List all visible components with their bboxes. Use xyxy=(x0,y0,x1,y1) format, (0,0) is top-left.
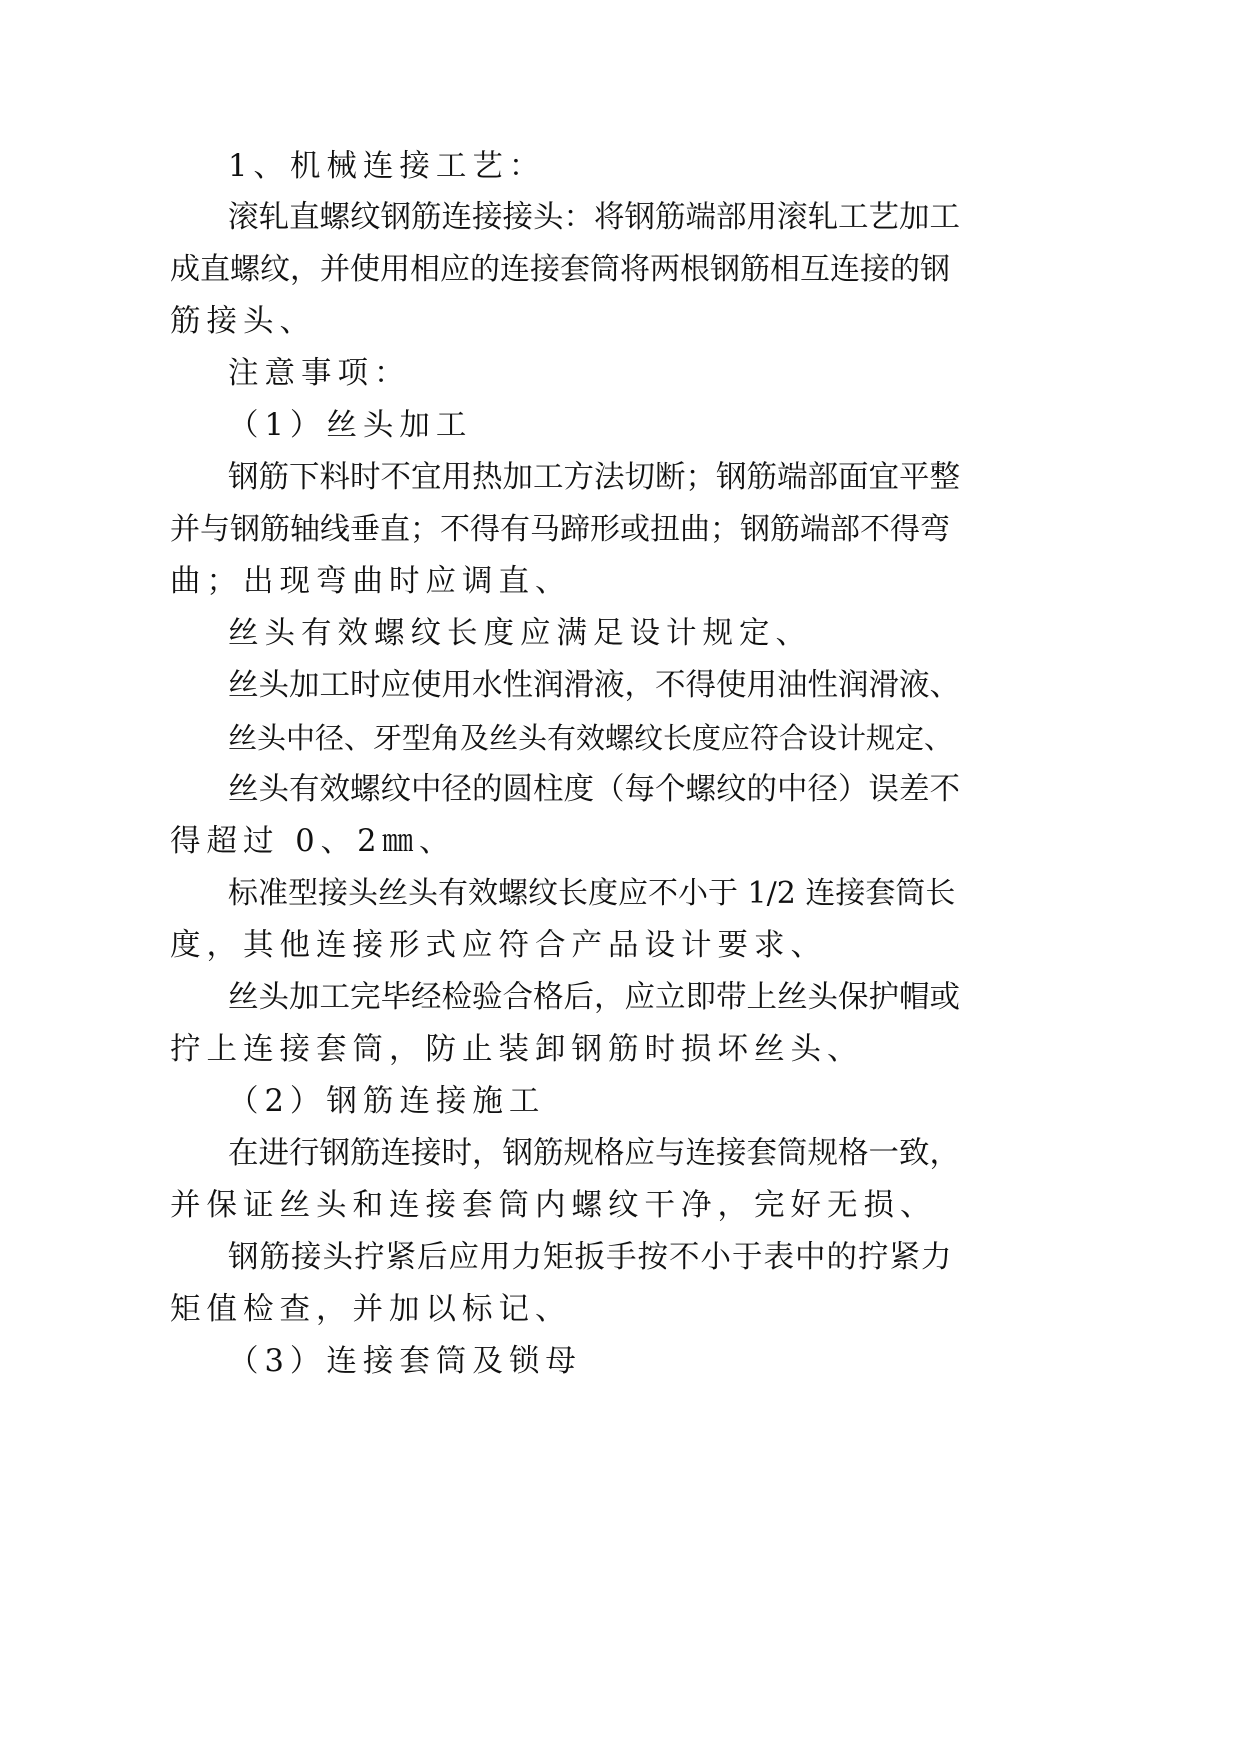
paragraph-line: 丝头加工时应使用水性润滑液，不得使用油性润滑液、 xyxy=(228,668,960,703)
paragraph-line: 曲；出现弯曲时应调直、 xyxy=(170,564,572,599)
paragraph-line: 丝头中径、牙型角及丝头有效螺纹长度应符合设计规定、 xyxy=(228,721,954,755)
paragraph-line: 标准型接头丝头有效螺纹长度应不小于 1/2 连接套筒长 xyxy=(228,876,956,911)
paragraph-line: 滚轧直螺纹钢筋连接接头：将钢筋端部用滚轧工艺加工 xyxy=(228,200,960,235)
paragraph-line: 丝头有效螺纹长度应满足设计规定、 xyxy=(228,616,812,651)
paragraph-line: 钢筋下料时不宜用热加工方法切断；钢筋端部面宜平整 xyxy=(228,460,960,495)
paragraph-line: 丝头有效螺纹中径的圆柱度（每个螺纹的中径）误差不 xyxy=(228,772,960,807)
paragraph-line: 钢筋接头拧紧后应用力矩扳手按不小于表中的拧紧力 xyxy=(228,1240,953,1275)
numbered-subheading: （2）钢筋连接施工 xyxy=(228,1084,546,1119)
paragraph-line: 成直螺纹，并使用相应的连接套筒将两根钢筋相互连接的钢 xyxy=(170,252,950,287)
paragraph-line: 并保证丝头和连接套筒内螺纹干净，完好无损、 xyxy=(170,1188,937,1223)
paragraph-line: 矩值检查，并加以标记、 xyxy=(170,1292,572,1327)
paragraph-line: 拧上连接套筒，防止装卸钢筋时损坏丝头、 xyxy=(170,1032,864,1067)
subheading: 注意事项： xyxy=(228,356,411,391)
section-heading: 1、机械连接工艺： xyxy=(228,149,546,184)
paragraph-line: 并与钢筋轴线垂直；不得有马蹄形或扭曲；钢筋端部不得弯 xyxy=(170,512,950,547)
paragraph-line: 筋接头、 xyxy=(170,304,316,339)
paragraph-line: 丝头加工完毕经检验合格后，应立即带上丝头保护帽或 xyxy=(228,980,960,1015)
numbered-subheading: （1）丝头加工 xyxy=(228,408,473,443)
paragraph-line: 得超过 0、2㎜、 xyxy=(170,824,456,859)
paragraph-line: 度，其他连接形式应符合产品设计要求、 xyxy=(170,928,827,963)
paragraph-line: 在进行钢筋连接时，钢筋规格应与连接套筒规格一致， xyxy=(228,1136,960,1171)
numbered-subheading: （3）连接套筒及锁母 xyxy=(228,1344,582,1379)
